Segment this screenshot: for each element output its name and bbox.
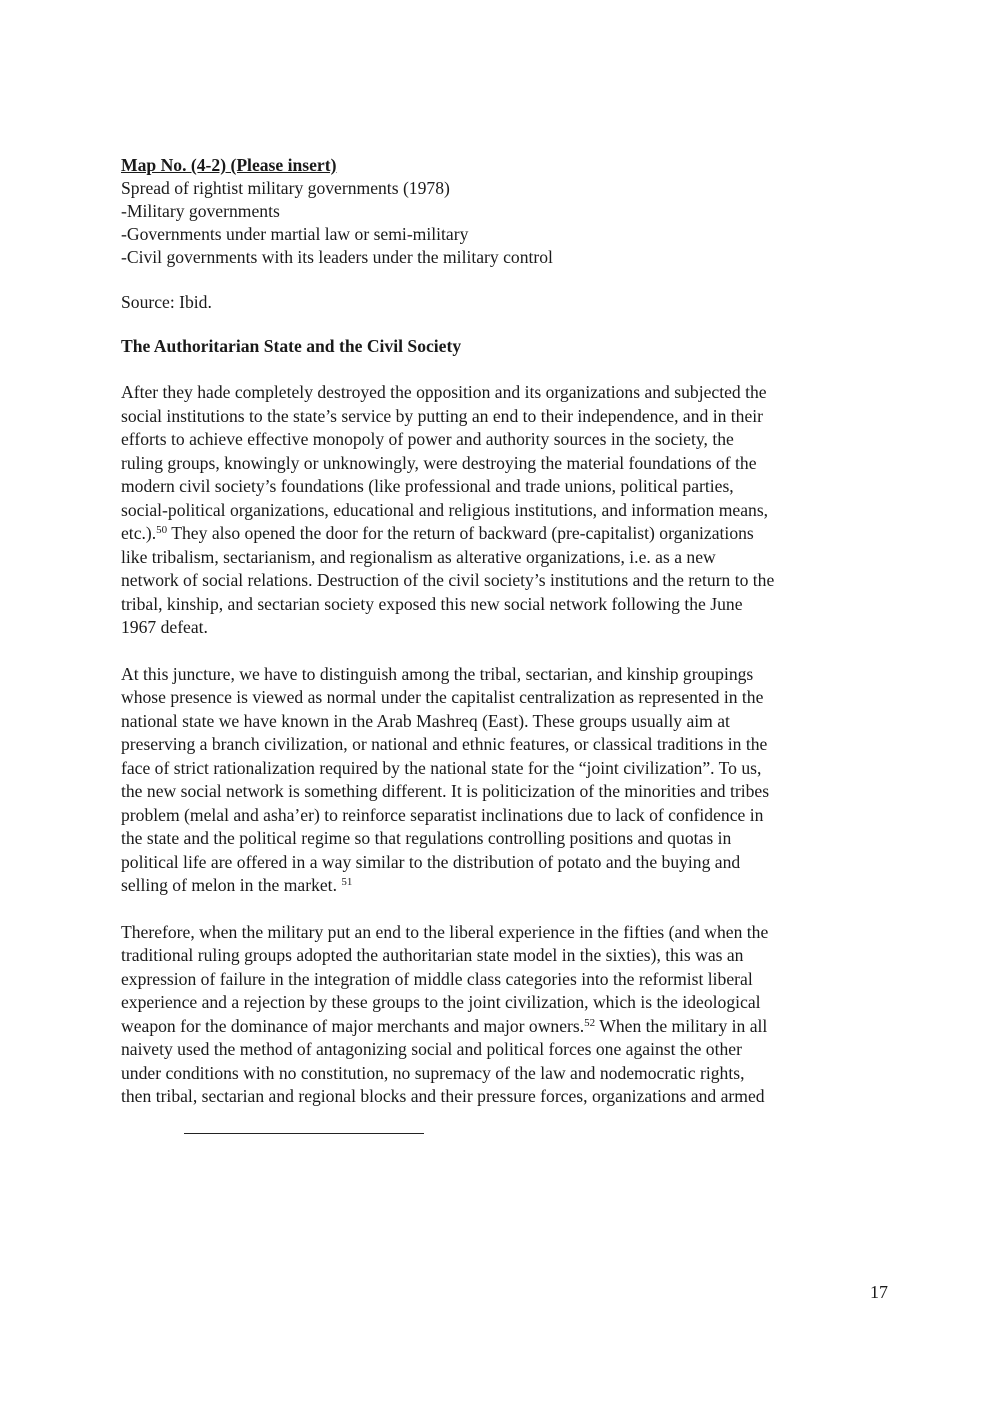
paragraph-line: then tribal, sectarian and regional blocks and their pressure forces, organizations and armed: [121, 1086, 765, 1106]
paragraph-line: [121, 1015, 891, 1039]
paragraph-line: naivety used the method of antagonizing social and political forces one against the other: [121, 1039, 742, 1059]
map-legend-item: -Civil governments with its leaders under the military control: [121, 247, 553, 267]
paragraph-line: social institutions to the state’s service by putting an end to their independence, and in their: [121, 405, 764, 426]
paragraph-3: [121, 921, 891, 1109]
footnote-ref-51: 51: [341, 876, 353, 888]
paragraph-line: efforts to achieve effective monopoly of power and authority sources in the society, the: [121, 429, 734, 449]
paragraph-line: the state and the political regime so that regulations controlling positions and quotas in: [121, 828, 732, 848]
paragraph-1: [121, 381, 891, 640]
map-title: Map No. (4-2) (Please insert): [121, 155, 337, 175]
page-number: 17: [870, 1282, 888, 1302]
paragraph-line: At this juncture, we have to distinguish among the tribal, sectarian, and kinship groupings: [121, 663, 754, 684]
map-caption: Spread of rightist military governments (1978): [121, 178, 450, 198]
paragraph-line: preserving a branch civilization, or national and ethnic features, or classical traditions in the: [121, 734, 768, 754]
paragraph-line: traditional ruling groups adopted the authoritarian state model in the sixties), this was an: [121, 945, 744, 965]
paragraph-line: expression of failure in the integration of middle class categories into the reformist liberal: [121, 968, 753, 989]
paragraph-text: When the military in all: [599, 1015, 768, 1036]
footnote-ref-52: 52: [584, 1016, 596, 1029]
paragraph-line: under conditions with no constitution, no supremacy of the law and nodemocratic rights,: [121, 1062, 745, 1083]
paragraph-line: 1967 defeat.: [121, 617, 208, 637]
page-content: [121, 154, 891, 1109]
paragraph-2: [121, 663, 891, 898]
paragraph-text: etc.).: [121, 523, 157, 543]
paragraph-line: social-political organizations, educational and religious institutions, and information means,: [121, 499, 769, 520]
paragraph-line: face of strict rationalization required by the national state for the “joint civilization”. To us,: [121, 757, 762, 778]
paragraph-line: ruling groups, knowingly or unknowingly, were destroying the material foundations of the: [121, 452, 757, 473]
paragraph-line: modern civil society’s foundations (like professional and trade unions, political parties,: [121, 476, 734, 496]
footnote-separator: [184, 1133, 424, 1134]
paragraph-line: problem (melal and asha’er) to reinforce separatist inclinations due to lack of confidence in: [121, 804, 764, 825]
paragraph-text: weapon for the dominance of major merchants and major owners.: [121, 1015, 585, 1036]
paragraph-line: Therefore, when the military put an end to the liberal experience in the fifties (and when the: [121, 921, 769, 942]
paragraph-line: national state we have known in the Arab Mashreq (East). These groups usually aim at: [121, 710, 730, 731]
paragraph-line: network of social relations. Destruction of the civil society’s institutions and the return to the: [121, 570, 775, 590]
paragraph-line: like tribalism, sectarianism, and regionalism as alterative organizations, i.e. as a new: [121, 546, 716, 567]
paragraph-text: selling of melon in the market.: [121, 875, 337, 895]
map-legend-item: -Military governments: [121, 201, 280, 221]
footnote-ref-50: 50: [156, 524, 168, 536]
paragraph-line: [121, 874, 891, 898]
map-legend-item: -Governments under martial law or semi-military: [121, 224, 469, 244]
section-heading: The Authoritarian State and the Civil Society: [121, 336, 462, 356]
paragraph-line: After they hade completely destroyed the opposition and its organizations and subjected the: [121, 382, 767, 402]
paragraph-line: tribal, kinship, and sectarian society exposed this new social network following the June: [121, 593, 743, 614]
paragraph-line: whose presence is viewed as normal under the capitalist centralization as represented in the: [121, 687, 764, 707]
paragraph-text: They also opened the door for the return of backward (pre-capitalist) organizations: [171, 523, 754, 543]
paragraph-line: the new social network is something different. It is politicization of the minorities and tribes: [121, 781, 770, 801]
paragraph-line: political life are offered in a way similar to the distribution of potato and the buying and: [121, 851, 741, 872]
paragraph-line: [121, 522, 891, 546]
paragraph-line: experience and a rejection by these groups to the joint civilization, which is the ideological: [121, 992, 761, 1012]
map-source: Source: Ibid.: [121, 292, 212, 312]
